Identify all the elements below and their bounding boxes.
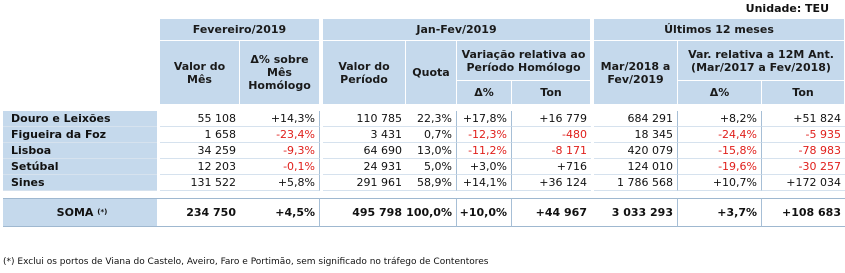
- cell-valor-periodo: 64 690: [323, 143, 406, 159]
- cell-ton-periodo: -480: [512, 127, 591, 143]
- cell-valor-periodo: 110 785: [323, 111, 406, 127]
- cell-delta-mes: -23,4%: [240, 127, 320, 143]
- cell-valor-periodo: 24 931: [323, 159, 406, 175]
- group-header-fevereiro: Fevereiro/2019: [160, 19, 320, 41]
- header-delta-mes: Δ% sobre Mês Homólogo: [240, 41, 320, 105]
- unit-label: Unidade: TEU: [745, 2, 829, 15]
- header-delta-periodo: Δ%: [457, 81, 512, 105]
- total-gutter: [157, 198, 160, 227]
- cell-delta-mes: -0,1%: [240, 159, 320, 175]
- header-quota: Quota: [406, 41, 457, 105]
- cell-quota: 0,7%: [406, 127, 457, 143]
- header-var-12m: Var. relativa a 12M Ant. (Mar/2017 a Fev/2018): [678, 41, 845, 81]
- header-mar-fev: Mar/2018 a Fev/2019: [594, 41, 678, 105]
- header-blank: [3, 19, 157, 41]
- cell-ton-periodo: +16 779: [512, 111, 591, 127]
- cell-quota: 22,3%: [406, 111, 457, 127]
- cell-mar-fev: 124 010: [594, 159, 678, 175]
- cell-ton-12m: -5 935: [762, 127, 845, 143]
- cell-quota: 13,0%: [406, 143, 457, 159]
- row-name: Lisboa: [3, 143, 157, 159]
- total-label: SOMA: [56, 206, 94, 219]
- cell-delta-12m: -19,6%: [678, 159, 762, 175]
- total-quota: 100,0%: [406, 198, 457, 227]
- cell-mar-fev: 420 079: [594, 143, 678, 159]
- cell-valor-periodo: 291 961: [323, 175, 406, 191]
- total-delta-periodo: +10,0%: [457, 198, 512, 227]
- cell-delta-12m: -24,4%: [678, 127, 762, 143]
- cell-delta-12m: +10,7%: [678, 175, 762, 191]
- cell-valor-mes: 34 259: [160, 143, 240, 159]
- cell-quota: 58,9%: [406, 175, 457, 191]
- cell-mar-fev: 1 786 568: [594, 175, 678, 191]
- cell-ton-12m: +172 034: [762, 175, 845, 191]
- cell-delta-mes: -9,3%: [240, 143, 320, 159]
- total-gutter: [320, 198, 323, 227]
- cell-ton-12m: -78 983: [762, 143, 845, 159]
- cell-delta-mes: +14,3%: [240, 111, 320, 127]
- cell-delta-periodo: +14,1%: [457, 175, 512, 191]
- total-footnote-marker: (*): [97, 208, 108, 216]
- group-header-jan-fev: Jan-Fev/2019: [323, 19, 591, 41]
- header-ton-12m: Ton: [762, 81, 845, 105]
- cell-ton-periodo: +716: [512, 159, 591, 175]
- cell-valor-mes: 55 108: [160, 111, 240, 127]
- group-header-ultimos-12: Últimos 12 meses: [594, 19, 845, 41]
- row-name: Sines: [3, 175, 157, 191]
- cell-delta-12m: -15,8%: [678, 143, 762, 159]
- cell-valor-periodo: 3 431: [323, 127, 406, 143]
- cell-delta-periodo: +17,8%: [457, 111, 512, 127]
- total-row-name: [3, 198, 157, 227]
- header-delta-12m: Δ%: [678, 81, 762, 105]
- total-delta-12m: +3,7%: [678, 198, 762, 227]
- cell-delta-periodo: -11,2%: [457, 143, 512, 159]
- port-traffic-table: [3, 19, 845, 227]
- header-ton-periodo: Ton: [512, 81, 591, 105]
- total-valor-periodo: 495 798: [323, 198, 406, 227]
- cell-mar-fev: 684 291: [594, 111, 678, 127]
- cell-valor-mes: 131 522: [160, 175, 240, 191]
- cell-mar-fev: 18 345: [594, 127, 678, 143]
- total-ton-12m: +108 683: [762, 198, 845, 227]
- header-variacao-relativa: Variação relativa ao Período Homólogo: [457, 41, 591, 81]
- header-valor-mes: Valor do Mês: [160, 41, 240, 105]
- cell-ton-periodo: +36 124: [512, 175, 591, 191]
- header-valor-periodo: Valor do Período: [323, 41, 406, 105]
- total-mar-fev: 3 033 293: [594, 198, 678, 227]
- total-valor-mes: 234 750: [160, 198, 240, 227]
- cell-delta-12m: +8,2%: [678, 111, 762, 127]
- cell-delta-periodo: +3,0%: [457, 159, 512, 175]
- cell-valor-mes: 1 658: [160, 127, 240, 143]
- cell-quota: 5,0%: [406, 159, 457, 175]
- cell-ton-periodo: -8 171: [512, 143, 591, 159]
- row-name: Figueira da Foz: [3, 127, 157, 143]
- row-name: Setúbal: [3, 159, 157, 175]
- total-gutter: [591, 198, 594, 227]
- footnote: (*) Exclui os portos de Viana do Castelo, Aveiro, Faro e Portimão, sem significado no tráfego de Contentores: [3, 257, 489, 267]
- total-ton-periodo: +44 967: [512, 198, 591, 227]
- cell-delta-mes: +5,8%: [240, 175, 320, 191]
- row-name: Douro e Leixões: [3, 111, 157, 127]
- cell-delta-periodo: -12,3%: [457, 127, 512, 143]
- cell-ton-12m: +51 824: [762, 111, 845, 127]
- cell-ton-12m: -30 257: [762, 159, 845, 175]
- cell-valor-mes: 12 203: [160, 159, 240, 175]
- total-delta-mes: +4,5%: [240, 198, 320, 227]
